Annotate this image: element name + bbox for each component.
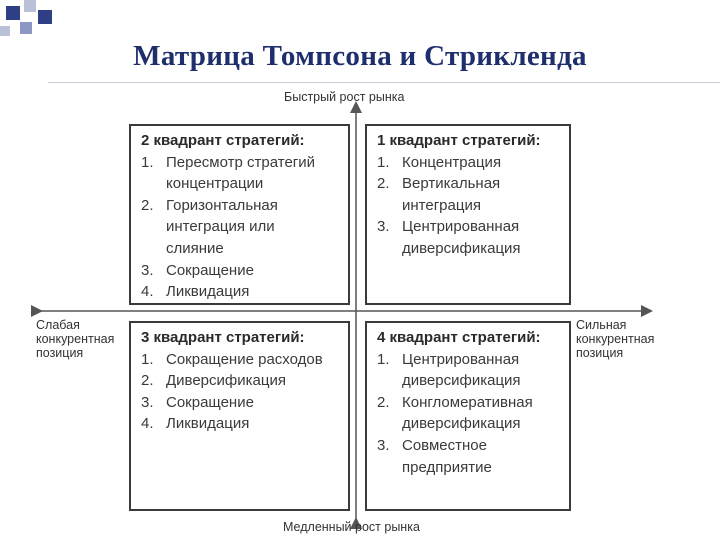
strategy-text-line: Пересмотр стратегий [166, 153, 316, 171]
axis-label-right-line: позиция [576, 346, 624, 360]
strategy-number: 2. [141, 196, 154, 214]
quadrant-1 [365, 124, 571, 305]
strategy-list [141, 349, 340, 435]
strategy-text-line: предприятие [402, 458, 492, 476]
strategy-list [141, 152, 340, 303]
strategy-text-line: концентрации [166, 175, 264, 193]
axis-label-left [36, 318, 114, 360]
strategy-text-line: диверсификация [402, 239, 521, 257]
strategy-item [141, 260, 340, 282]
axis-label-left-line: Слабая [36, 318, 80, 332]
strategy-list [377, 152, 561, 260]
strategy-item [141, 349, 340, 371]
quadrant-title: 3 квадрант стратегий: [141, 329, 305, 346]
strategy-text-line: Сокращение [166, 393, 254, 411]
strategy-number: 1. [377, 153, 390, 171]
quadrant-title: 1 квадрант стратегий: [377, 132, 541, 149]
strategy-text-line: Вертикальная [402, 175, 501, 193]
strategy-number: 3. [377, 218, 390, 236]
strategy-text-line: Сокращение [166, 261, 254, 279]
strategy-number: 3. [141, 393, 154, 411]
strategy-text-line: Ликвидация [166, 415, 250, 433]
quadrant-4 [365, 321, 571, 511]
strategy-item [141, 195, 340, 260]
strategy-text-line: Центрированная [402, 218, 520, 236]
strategy-number: 2. [377, 393, 390, 411]
axis-label-top: Быстрый рост рынка [284, 90, 405, 104]
strategy-text-line: Ликвидация [166, 283, 250, 301]
quadrant-3 [129, 321, 350, 511]
strategy-item [141, 392, 340, 414]
strategy-number: 1. [141, 153, 154, 171]
strategy-text-line: интеграция [402, 196, 481, 214]
strategy-text-line: слияние [166, 239, 224, 257]
strategy-text-line: Центрированная [402, 350, 520, 368]
strategy-item [377, 392, 561, 435]
strategy-text-line: Диверсификация [166, 372, 286, 390]
strategy-text-line: интеграция или [166, 218, 275, 236]
strategy-number: 2. [141, 372, 154, 390]
strategy-item [141, 152, 340, 195]
strategy-item [377, 173, 561, 216]
axis-label-right-line: конкурентная [576, 332, 655, 346]
axis-label-right [576, 318, 654, 360]
strategy-item [141, 413, 340, 435]
strategy-number: 4. [141, 283, 154, 301]
axis-label-right-line: Сильная [576, 318, 627, 332]
strategy-number: 1. [141, 350, 154, 368]
axis-label-bottom: Медленный рост рынка [283, 520, 420, 534]
quadrant-title: 2 квадрант стратегий: [141, 132, 305, 149]
strategy-text-line: диверсификация [402, 415, 521, 433]
quadrant-2 [129, 124, 350, 305]
strategy-item [377, 349, 561, 392]
strategy-number: 3. [141, 261, 154, 279]
strategy-item [141, 281, 340, 303]
strategy-number: 1. [377, 350, 390, 368]
strategy-item [377, 435, 561, 478]
strategy-list [377, 349, 561, 479]
page-title: Матрица Томпсона и Стрикленда [133, 40, 587, 72]
quadrant-title: 4 квадрант стратегий: [377, 329, 541, 346]
strategy-number: 2. [377, 175, 390, 193]
strategy-text-line: Конгломеративная [402, 393, 533, 411]
axis-label-left-line: позиция [36, 346, 84, 360]
strategy-text-line: Сокращение расходов [166, 350, 323, 368]
strategy-number: 4. [141, 415, 154, 433]
strategy-item [141, 370, 340, 392]
strategy-text-line: Совместное [402, 436, 487, 454]
strategy-item [377, 216, 561, 259]
strategy-number: 3. [377, 436, 390, 454]
strategy-item [377, 152, 561, 174]
axis-label-left-line: конкурентная [36, 332, 115, 346]
strategy-text-line: Горизонтальная [166, 196, 278, 214]
strategy-text-line: Концентрация [402, 153, 502, 171]
strategy-text-line: диверсификация [402, 372, 521, 390]
